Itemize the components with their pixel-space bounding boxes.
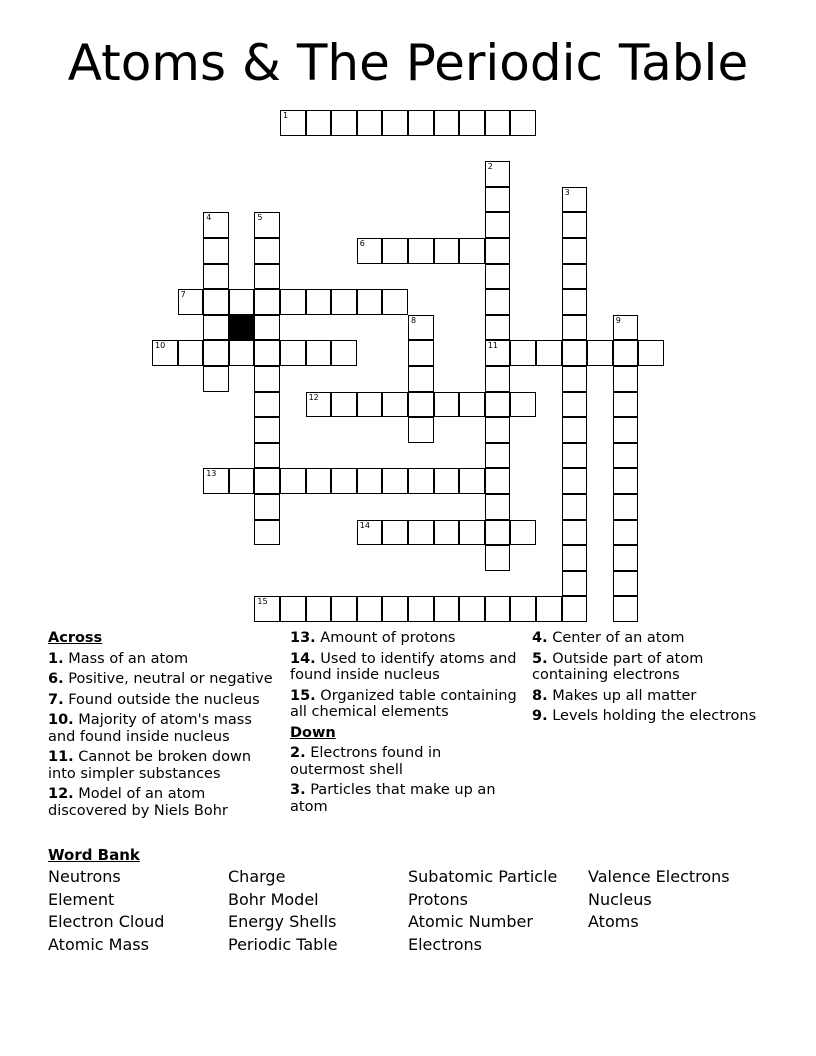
crossword-cell[interactable]: [178, 340, 204, 366]
clue-text: Particles that make up an atom: [290, 782, 496, 815]
crossword-cell[interactable]: [613, 417, 639, 443]
crossword-cell[interactable]: [485, 264, 511, 290]
crossword-cell[interactable]: [587, 340, 613, 366]
clue-number-label: 4.: [532, 630, 548, 646]
word-bank-item: Atomic Mass: [48, 935, 149, 955]
crossword-cell[interactable]: [408, 366, 434, 392]
clue-text: Majority of atom's mass and found inside nucleus: [48, 712, 252, 745]
clue-number: 3: [564, 187, 570, 197]
crossword-cell[interactable]: [562, 545, 588, 571]
clue-number: 6: [359, 239, 365, 248]
crossword-cell[interactable]: [613, 571, 639, 597]
crossword-cell[interactable]: [459, 596, 485, 622]
crossword-cell[interactable]: [613, 366, 639, 392]
crossword-cell[interactable]: [357, 596, 383, 622]
crossword-cell[interactable]: [485, 161, 511, 187]
clue-across-1: [48, 651, 278, 668]
clue-number: 13: [206, 469, 217, 479]
crossword-cell[interactable]: [434, 468, 460, 494]
clue-across-13: [290, 630, 520, 647]
crossword-cell[interactable]: [357, 110, 383, 136]
crossword-cell[interactable]: [536, 340, 562, 366]
crossword-cell[interactable]: [203, 289, 229, 315]
crossword-cell[interactable]: [229, 468, 255, 494]
clue-across-12: [48, 786, 278, 819]
crossword-cell[interactable]: [485, 340, 511, 366]
crossword-cell[interactable]: [562, 494, 588, 520]
crossword-cell[interactable]: [485, 392, 511, 418]
crossword-cell[interactable]: [562, 520, 588, 546]
crossword-cell[interactable]: [254, 468, 280, 494]
crossword-cell[interactable]: [280, 110, 306, 136]
crossword-cell[interactable]: [382, 468, 408, 494]
word-bank-item: Electron Cloud: [48, 912, 165, 932]
clue-text: Electrons found in outermost shell: [290, 745, 442, 778]
crossword-cell[interactable]: [613, 494, 639, 520]
crossword-cell[interactable]: [254, 289, 280, 315]
crossword-cell[interactable]: [562, 187, 588, 213]
crossword-cell[interactable]: [408, 110, 434, 136]
crossword-cell[interactable]: [613, 340, 639, 366]
crossword-cell[interactable]: [613, 596, 639, 622]
crossword-cell[interactable]: [254, 340, 280, 366]
crossword-cell[interactable]: [203, 340, 229, 366]
crossword-cell[interactable]: [254, 494, 280, 520]
crossword-cell[interactable]: [562, 238, 588, 264]
crossword-cell[interactable]: [485, 520, 511, 546]
crossword-cell[interactable]: [562, 340, 588, 366]
clue-text: Used to identify atoms and found inside nucleus: [290, 650, 517, 683]
word-bank-item: Periodic Table: [228, 935, 338, 955]
crossword-cell[interactable]: [485, 212, 511, 238]
clue-number: 9: [615, 315, 621, 325]
crossword-cell[interactable]: [408, 238, 434, 264]
clue-column-3: [532, 630, 762, 729]
crossword-cell[interactable]: [613, 468, 639, 494]
crossword-cell[interactable]: [485, 596, 511, 622]
clue-column-2: [290, 630, 520, 819]
word-bank-item: Protons: [408, 889, 468, 909]
crossword-cell[interactable]: [254, 417, 280, 443]
crossword-cell[interactable]: [254, 366, 280, 392]
clue-number: 4: [206, 213, 212, 223]
black-cell: [229, 315, 255, 341]
crossword-cell[interactable]: [485, 494, 511, 520]
crossword-cell[interactable]: [613, 315, 639, 341]
clue-across-10: [48, 712, 278, 745]
clue-number-label: 13.: [290, 630, 316, 646]
clue-number-label: 12.: [48, 786, 74, 802]
across-heading: Across: [48, 630, 103, 646]
clue-text: Amount of protons: [315, 630, 456, 646]
clue-down-8: [532, 688, 762, 705]
crossword-cell[interactable]: [331, 289, 357, 315]
crossword-cell[interactable]: [408, 417, 434, 443]
crossword-cell[interactable]: [485, 366, 511, 392]
crossword-cell[interactable]: [613, 520, 639, 546]
clue-text: Levels holding the electrons: [547, 708, 757, 724]
clue-text: Found outside the nucleus: [63, 691, 260, 708]
clue-number: 11: [487, 341, 498, 351]
clue-number: 8: [411, 315, 417, 325]
clue-number-label: 2.: [290, 745, 306, 761]
crossword-cell[interactable]: [408, 520, 434, 546]
crossword-cell[interactable]: [485, 187, 511, 213]
crossword-cell[interactable]: [229, 289, 255, 315]
crossword-cell[interactable]: [562, 289, 588, 315]
crossword-cell[interactable]: [357, 520, 383, 546]
crossword-cell[interactable]: [434, 392, 460, 418]
crossword-cell[interactable]: [254, 212, 280, 238]
crossword-cell[interactable]: [280, 596, 306, 622]
crossword-cell[interactable]: [408, 392, 434, 418]
crossword-cell[interactable]: [562, 212, 588, 238]
crossword-cell[interactable]: [485, 417, 511, 443]
clue-across-14: [290, 651, 520, 684]
clue-text: Cannot be broken down into simpler substances: [48, 749, 252, 782]
word-bank-heading: Word Bank: [48, 846, 140, 864]
crossword-cell[interactable]: [562, 571, 588, 597]
crossword-cell[interactable]: [613, 443, 639, 469]
clue-text: Positive, neutral or negative: [63, 671, 273, 687]
crossword-cell[interactable]: [613, 545, 639, 571]
clue-number-label: 6.: [48, 671, 64, 687]
clue-down-5: [532, 651, 762, 684]
word-bank-item: Nucleus: [588, 889, 652, 909]
crossword-cell[interactable]: [434, 238, 460, 264]
crossword-cell[interactable]: [485, 545, 511, 571]
crossword-cell[interactable]: [382, 392, 408, 418]
crossword-cell[interactable]: [203, 264, 229, 290]
crossword-cell[interactable]: [485, 468, 511, 494]
crossword-cell[interactable]: [408, 315, 434, 341]
crossword-cell[interactable]: [203, 468, 229, 494]
crossword-cell[interactable]: [331, 596, 357, 622]
crossword-cell[interactable]: [434, 520, 460, 546]
crossword-cell[interactable]: [331, 468, 357, 494]
crossword-cell[interactable]: [408, 468, 434, 494]
crossword-cell[interactable]: [459, 110, 485, 136]
clue-number-label: 15.: [290, 687, 316, 704]
crossword-cell[interactable]: [510, 340, 536, 366]
clue-number: 5: [257, 213, 263, 223]
crossword-cell[interactable]: [280, 468, 306, 494]
word-bank: [48, 866, 788, 957]
crossword-cell[interactable]: [306, 468, 332, 494]
crossword-cell[interactable]: [357, 289, 383, 315]
word-bank-item: Valence Electrons: [588, 867, 730, 886]
word-bank-item: Electrons: [408, 935, 482, 955]
crossword-cell[interactable]: [280, 289, 306, 315]
crossword-cell[interactable]: [485, 443, 511, 469]
clue-number-label: 11.: [48, 749, 74, 765]
crossword-cell[interactable]: [331, 392, 357, 418]
clue-number: 14: [359, 520, 370, 530]
crossword-cell[interactable]: [408, 340, 434, 366]
clue-text: Mass of an atom: [63, 650, 189, 667]
word-bank-item: Neutrons: [48, 867, 121, 886]
crossword-cell[interactable]: [459, 238, 485, 264]
crossword-cell[interactable]: [382, 596, 408, 622]
clue-down-2: [290, 745, 520, 778]
clue-number-label: 8.: [532, 687, 548, 704]
crossword-cell[interactable]: [254, 315, 280, 341]
clue-down-4: [532, 630, 762, 647]
clue-across-7: [48, 692, 278, 709]
word-bank-item: Element: [48, 889, 115, 909]
word-bank-item: Atomic Number: [408, 912, 533, 932]
crossword-cell[interactable]: [562, 392, 588, 418]
clue-across-15: [290, 688, 520, 721]
crossword-cell[interactable]: [485, 110, 511, 136]
crossword-cell[interactable]: [510, 392, 536, 418]
crossword-cell[interactable]: [203, 212, 229, 238]
crossword-cell[interactable]: [382, 520, 408, 546]
clue-down-3: [290, 782, 520, 815]
crossword-cell[interactable]: [562, 264, 588, 290]
clue-across-6: [48, 671, 278, 688]
crossword-cell[interactable]: [485, 315, 511, 341]
crossword-cell[interactable]: [357, 468, 383, 494]
crossword-cell[interactable]: [485, 238, 511, 264]
clue-text: Organized table containing all chemical elements: [290, 687, 517, 720]
crossword-cell[interactable]: [254, 520, 280, 546]
clue-number-label: 3.: [290, 782, 306, 798]
crossword-cell[interactable]: [536, 596, 562, 622]
crossword-cell[interactable]: [459, 520, 485, 546]
clue-number-label: 10.: [48, 712, 74, 728]
crossword-cell[interactable]: [254, 264, 280, 290]
crossword-cell[interactable]: [510, 110, 536, 136]
clue-number-label: 1.: [48, 650, 64, 667]
crossword-cell[interactable]: [254, 596, 280, 622]
clue-number-label: 14.: [290, 650, 316, 667]
word-bank-item: Subatomic Particle: [408, 867, 558, 886]
clue-number-label: 5.: [532, 650, 548, 667]
crossword-cell[interactable]: [434, 110, 460, 136]
clue-down-9: [532, 708, 762, 725]
crossword-cell[interactable]: [459, 392, 485, 418]
crossword-cell[interactable]: [562, 468, 588, 494]
crossword-cell[interactable]: [562, 443, 588, 469]
word-bank-item: Energy Shells: [228, 912, 337, 932]
clue-number: 1: [283, 111, 289, 120]
crossword-cell[interactable]: [357, 392, 383, 418]
crossword-cell[interactable]: [382, 289, 408, 315]
clue-number: 12: [308, 392, 319, 402]
crossword-cell[interactable]: [638, 340, 664, 366]
crossword-cell[interactable]: [434, 596, 460, 622]
word-bank-item: Charge: [228, 867, 286, 886]
word-bank-item: Bohr Model: [228, 889, 319, 909]
crossword-cell[interactable]: [306, 596, 332, 622]
crossword-cell[interactable]: [306, 340, 332, 366]
crossword-cell[interactable]: [254, 238, 280, 264]
clue-column-1: [48, 630, 278, 823]
down-heading: Down: [290, 724, 336, 741]
crossword-cell[interactable]: [357, 238, 383, 264]
clue-number: 2: [487, 162, 493, 172]
clue-text: Model of an atom discovered by Niels Bohr: [48, 786, 228, 819]
crossword-cell[interactable]: [306, 392, 332, 418]
crossword-cell[interactable]: [485, 289, 511, 315]
clue-text: Outside part of atom containing electrons: [532, 650, 704, 683]
crossword-cell[interactable]: [382, 238, 408, 264]
crossword-cell[interactable]: [203, 238, 229, 264]
crossword-cell[interactable]: [510, 596, 536, 622]
crossword-cell[interactable]: [382, 110, 408, 136]
crossword-cell[interactable]: [613, 392, 639, 418]
clue-number: 15: [257, 597, 268, 607]
crossword-cell[interactable]: [510, 520, 536, 546]
clue-text: Center of an atom: [547, 630, 685, 646]
crossword-cell[interactable]: [562, 596, 588, 622]
crossword-cell[interactable]: [306, 110, 332, 136]
crossword-cell[interactable]: [178, 289, 204, 315]
crossword-cell[interactable]: [562, 315, 588, 341]
crossword-cell[interactable]: [459, 468, 485, 494]
crossword-cell[interactable]: [331, 110, 357, 136]
crossword-cell[interactable]: [562, 366, 588, 392]
crossword-cell[interactable]: [254, 443, 280, 469]
crossword-cell[interactable]: [152, 340, 178, 366]
clue-number-label: 9.: [532, 708, 548, 724]
clue-across-11: [48, 749, 278, 782]
crossword-cell[interactable]: [331, 340, 357, 366]
crossword-cell[interactable]: [203, 366, 229, 392]
clue-number: 7: [180, 290, 186, 300]
crossword-cell[interactable]: [254, 392, 280, 418]
clue-number-label: 7.: [48, 691, 64, 708]
crossword-cell[interactable]: [203, 315, 229, 341]
clue-number: 10: [155, 341, 166, 351]
crossword-cell[interactable]: [562, 417, 588, 443]
crossword-cell[interactable]: [229, 340, 255, 366]
page-title: Atoms & The Periodic Table: [67, 34, 749, 92]
word-bank-item: Atoms: [588, 912, 639, 932]
crossword-cell[interactable]: [306, 289, 332, 315]
clue-text: Makes up all matter: [547, 687, 697, 704]
crossword-cell[interactable]: [408, 596, 434, 622]
crossword-cell[interactable]: [280, 340, 306, 366]
